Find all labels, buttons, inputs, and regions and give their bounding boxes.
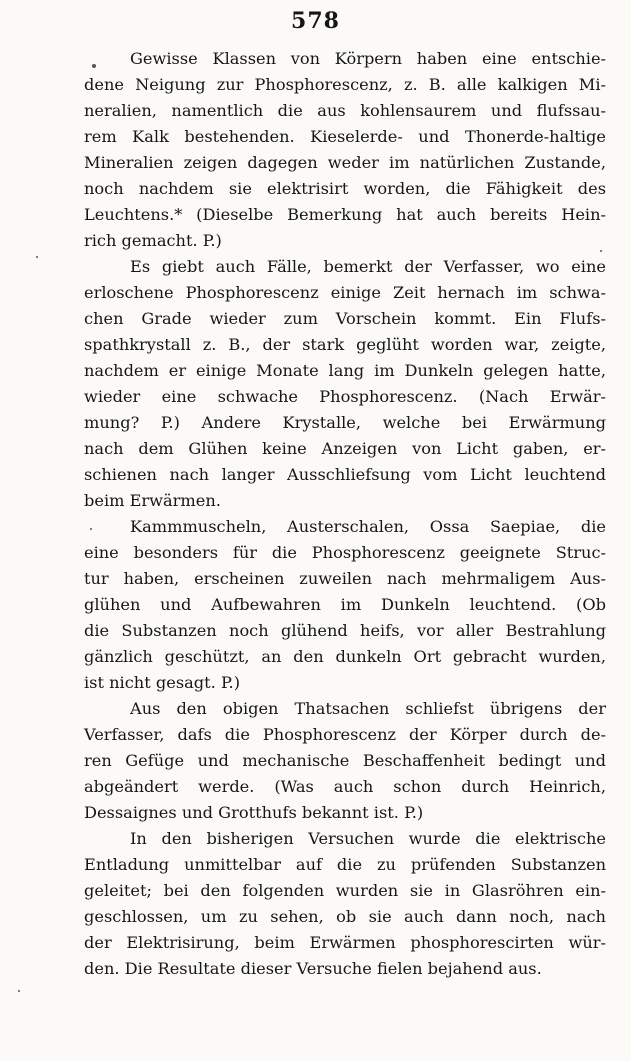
text-line: schienen nach langer Ausschliefsung vom Licht leuchtend [84,465,606,484]
page-number: 578 [291,8,340,34]
text-line: gänzlich geschützt, an den dunkeln Ort gebracht wurden, [84,647,606,666]
text-line: chen Grade wieder zum Vorschein kommt. Ein Flufs- [84,309,606,328]
text-line: nachdem er einige Monate lang im Dunkeln gelegen hatte, [84,361,606,380]
text-line: Entladung unmittelbar auf die zu prüfenden Substanzen [84,855,606,874]
text-line: beim Erwärmen. [84,491,221,510]
scan-speck [36,256,38,258]
text-line: Es giebt auch Fälle, bemerkt der Verfasser, wo eine [130,257,606,276]
scan-speck [92,64,96,68]
text-line: tur haben, erscheinen zuweilen nach mehrmaligem Aus- [84,569,606,588]
text-line: geschlossen, um zu sehen, ob sie auch dann noch, nach [84,907,606,926]
text-line: Dessaignes und Grotthufs bekannt ist. P.) [84,803,424,822]
scan-speck [18,990,20,992]
scan-speck [90,528,92,530]
text-line: ist nicht gesagt. P.) [84,673,241,692]
text-line: neralien, namentlich die aus kohlensaurem und flufssau- [84,101,606,120]
text-line: Gewisse Klassen von Körpern haben eine entschie- [130,49,606,68]
text-line: Aus den obigen Thatsachen schliefst übrigens der [130,699,606,718]
text-line: mung? P.) Andere Krystalle, welche bei Erwärmung [84,413,606,432]
text-line: Leuchtens.* (Dieselbe Bemerkung hat auch bereits Hein- [84,205,606,224]
text-line: nach dem Glühen keine Anzeigen von Licht gaben, er- [84,439,606,458]
text-line: abgeändert werde. (Was auch schon durch Heinrich, [84,777,606,796]
text-line: noch nachdem sie elektrisirt worden, die Fähigkeit des [84,179,606,198]
text-line: Mineralien zeigen dagegen weder im natürlichen Zustande, [84,153,606,172]
text-line: eine besonders für die Phosphorescenz geeignete Struc- [84,543,606,562]
text-line: erloschene Phosphorescenz einige Zeit hernach im schwa- [84,283,606,302]
text-line: Verfasser, dafs die Phosphorescenz der Körper durch de- [84,725,606,744]
text-line: glühen und Aufbewahren im Dunkeln leuchtend. (Ob [84,595,606,614]
text-line: spathkrystall z. B., der stark geglüht worden war, zeigte, [84,335,606,354]
text-line: rem Kalk bestehenden. Kieselerde- und Thonerde-haltige [84,127,606,146]
text-line: dene Neigung zur Phosphorescenz, z. B. alle kalkigen Mi- [84,75,606,94]
scan-speck [600,250,602,252]
text-line: Kammmuscheln, Austerschalen, Ossa Saepiae, die [130,517,606,536]
text-line: ren Gefüge und mechanische Beschaffenheit bedingt und [84,751,606,770]
text-line: die Substanzen noch glühend heifs, vor aller Bestrahlung [84,621,606,640]
text-line: In den bisherigen Versuchen wurde die elektrische [130,829,606,848]
text-line: geleitet; bei den folgenden wurden sie in Glasröhren ein- [84,881,606,900]
text-line: den. Die Resultate dieser Versuche fielen bejahend aus. [84,959,542,978]
text-line: der Elektrisirung, beim Erwärmen phosphorescirten wür- [84,933,606,952]
text-line: wieder eine schwache Phosphorescenz. (Nach Erwär- [84,387,606,406]
text-line: rich gemacht. P.) [84,231,222,250]
